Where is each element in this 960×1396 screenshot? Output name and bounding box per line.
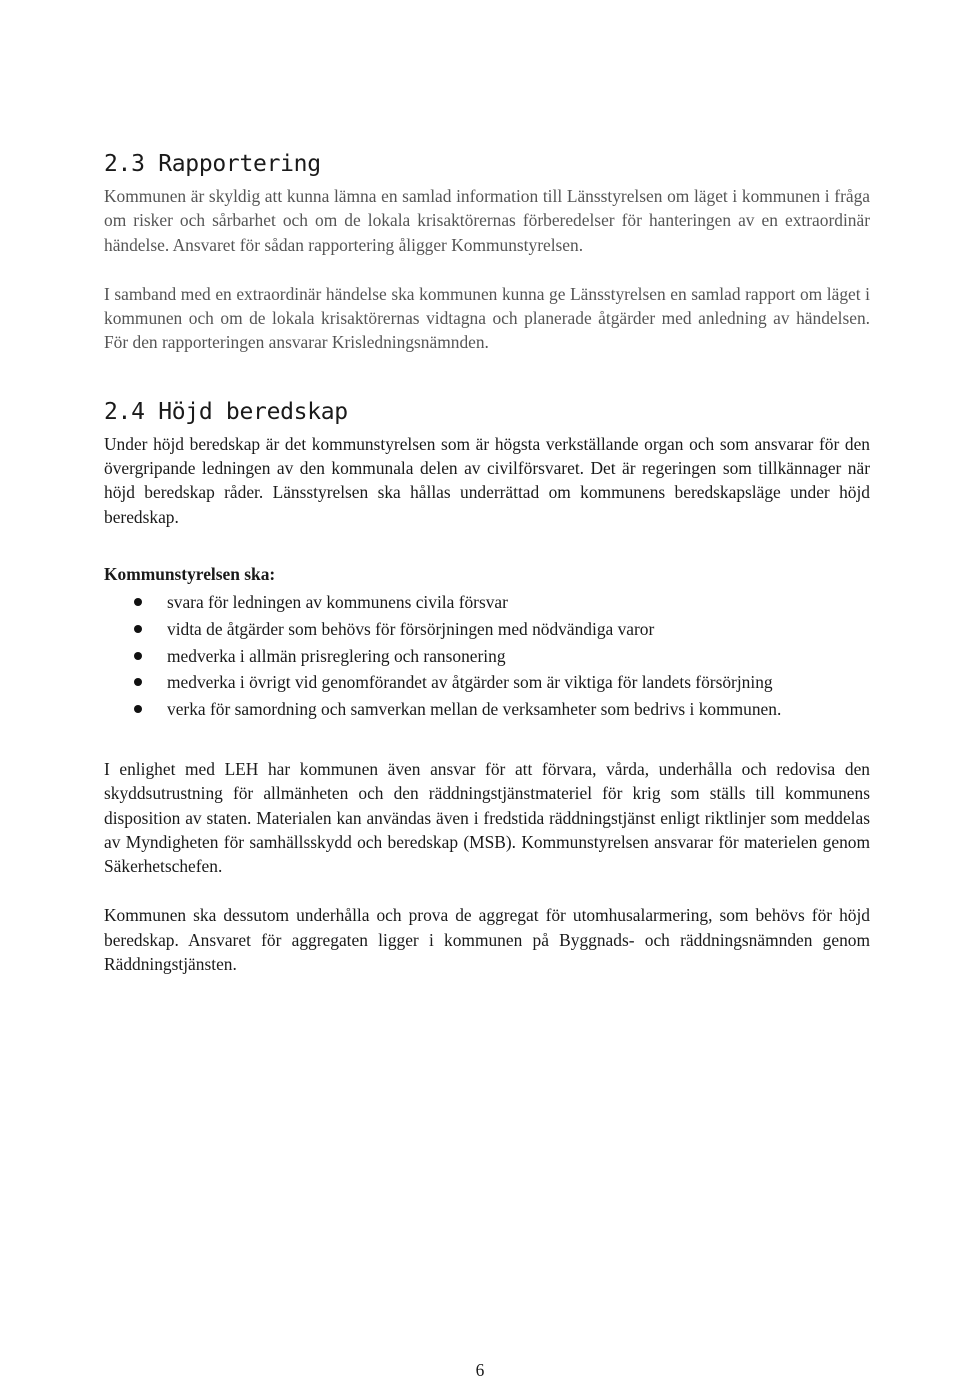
spacer [104, 878, 870, 903]
paragraph-hojd-beredskap-3: Kommunen ska dessutom underhålla och prova de aggregat för utomhusalarmering, som behövs för höjd beredskap. Ansvaret för aggregaten ligger i kommunen på Byggnads- och räddningsnämnden genom Räddningstjänsten. [104, 905, 870, 975]
bullet-icon [134, 652, 142, 660]
list-item [104, 617, 870, 641]
list-item [104, 697, 870, 721]
list-item-text: verka för samordning och samverkan mellan de verksamheter som bedrivs i kommunen. [167, 699, 782, 720]
list-item [104, 590, 870, 614]
document-page [104, 148, 870, 976]
spacer [104, 529, 870, 562]
page-number: 6 [475, 1360, 485, 1380]
list-item-text: medverka i allmän prisreglering och ransonering [167, 645, 506, 666]
list-item-text: medverka i övrigt vid genomförandet av åtgärder som är viktiga för landets försörjning [167, 672, 773, 693]
paragraph-hojd-beredskap-2: I enlighet med LEH har kommunen även ansvar för att förvara, vårda, underhålla och redovisa den skyddsutrustning för allmänheten och den räddningstjänstmateriel för krig som ställs till kommunens disposition av staten. Materialen kan användas även i fredstida räddningstjänst enligt riktlinjer som meddelas av Myndigheten för samhällsskydd och beredskap (MSB). Kommunstyrelsen ansvarar för materielen genom Säkerhetschefen. [104, 758, 870, 877]
section-heading-hojd-beredskap: 2.4 Höjd beredskap [104, 398, 348, 425]
subheading-kommunstyrelsen: Kommunstyrelsen ska: [104, 563, 276, 584]
list-item-text: svara för ledningen av kommunens civila försvar [167, 591, 508, 612]
spacer [104, 724, 870, 757]
bullet-icon [134, 678, 142, 686]
paragraph-rapportering-1: Kommunen är skyldig att kunna lämna en samlad information till Länsstyrelsen om läget i kommunen i fråga om risker och sårbarhet och om de lokala krisaktörernas förberedelser för hanteringen av en extraordinär händelse. Ansvaret för sådan rapportering åligger Kommunstyrelsen. [104, 186, 870, 255]
paragraph-rapportering-2: I samband med en extraordinär händelse ska kommunen kunna ge Länsstyrelsen en samlad rapport om läget i kommunen och om de lokala krisaktörernas vidtagna och planerade åtgärder med anledning av händelsen. För den rapporteringen ansvarar Krisledningsnämnden. [104, 283, 870, 353]
list-item-text: vidta de åtgärder som behövs för försörjningen med nödvändiga varor [167, 618, 655, 639]
list-item [104, 670, 870, 694]
section-heading-rapportering: 2.3 Rapportering [104, 151, 321, 177]
list-item [104, 644, 870, 668]
spacer [104, 257, 870, 282]
bullet-icon [134, 705, 142, 713]
bullet-icon [134, 598, 142, 606]
spacer [104, 355, 870, 396]
paragraph-hojd-beredskap-1: Under höjd beredskap är det kommunstyrelsen som är högsta verkställande organ och som ansvarar för den övergripande ledningen av den kommunala delen av civilförsvaret. Det är regeringen som tillkännager när höjd beredskap råder. Länsstyrelsen ska hållas underrättad om kommunens beredskapsläge under höjd beredskap. [104, 433, 870, 527]
bullet-icon [134, 625, 142, 633]
bullet-list [104, 590, 870, 721]
